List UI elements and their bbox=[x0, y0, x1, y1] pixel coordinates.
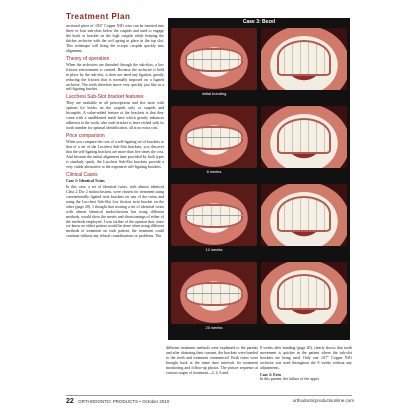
case1-continued-paragraph: different treatment methods were explained to the parents and after obtaining their consent, the brackets were bonded to the teeth and treatment commenced. Both twins were brought back at the same time intervals for treatment monitoring and follow-up photos. The picture sequence at various stages of treatment—2, 4, 6 and bbox=[166, 346, 258, 375]
case1-title: Case 1: Identical Twins bbox=[66, 178, 105, 183]
case1-results-paragraph: 8 weeks after bonding (page 20), clearly shows that tooth movement is quicker in the patient where the sub-slot brackets are being used. Only one .017" Copper NiTi archwire was used throughout the 8 weeks without any adjustments. bbox=[260, 346, 352, 370]
photo-label: 20 weeks bbox=[205, 325, 223, 330]
case-photo-figure bbox=[168, 18, 350, 340]
heading-price: Price comparison bbox=[66, 133, 105, 140]
heading-theory: Theory of operation bbox=[66, 55, 110, 62]
theory-paragraph: When the archwires are threaded through the sub-slots, a low friction environment is created. Because the archwire is held in place by the sub-slot, it does not need any ligation, greatly reducing the friction that is normally imposed on a ligated archwire. The teeth therefore move very quickly just like in a self-ligating bracket. bbox=[66, 62, 164, 92]
intro-paragraph: sectional piece of .016" Copper NiTi wire can be inserted into three or four sub-slots below the cuspids and used to engage the hook or bracket on the high cuspids while keeping the thicker archwire with the coil spring in place in the top slot. This technique will bring the ectopic cuspids quickly into alignment. bbox=[66, 24, 164, 53]
intraoral-photo-frontal bbox=[171, 106, 257, 168]
photo-row-20-weeks bbox=[171, 262, 347, 332]
case2-title: Case 2: Erin bbox=[260, 372, 281, 377]
figure-title: Case 3: Bezel bbox=[242, 19, 276, 25]
intraoral-photo-occlusal bbox=[261, 106, 347, 168]
photo-label: Initial bonding bbox=[201, 91, 227, 96]
photo-label: 12 weeks bbox=[205, 247, 223, 252]
intraoral-photo-occlusal bbox=[261, 184, 347, 246]
photo-row-8-weeks bbox=[171, 106, 347, 176]
photo-row-12-weeks bbox=[171, 184, 347, 254]
price-paragraph: When you compare the cost of a self-ligating set of brackets to that of a set of the Lucchesi Sub-Slot brackets, you discover that the self-ligating brackets are more than five times the cost. And because the initial alignment time provided by both types is similarly quick, the Lucchesi Sub-Slot brackets provide a very viable alternative to the expensive self-ligating brackets. bbox=[66, 140, 164, 169]
case2-paragraph: In this patient, the failure of the upper bbox=[260, 377, 319, 382]
footer-website: orthodonticproductsonline.com bbox=[292, 398, 354, 403]
bottom-column-middle bbox=[166, 346, 258, 377]
photo-label: 8 weeks bbox=[206, 169, 222, 174]
photo-row-initial bbox=[171, 28, 347, 98]
intraoral-photo-occlusal bbox=[261, 28, 347, 90]
features-paragraph: They are available in all prescriptions and slot sizes with options for hooks on the cuspids only or cuspids and bicuspids. A value-added feature of the brackets is that they come with a sandblasted mesh base which greatly enhances adhesion to the tooth, also each bracket is laser etched with its tooth number for optimal identification, all at no extra cost. bbox=[66, 101, 164, 131]
case1-paragraph: In this case, a set of identical twins, with almost identical Class 2 Div 2 malocclusions, were chosen for treatment using conventionally ligated twin brackets on one of the twins and using the Lucchesi Sub-Slot low friction twin bracket on the other (page 20). I thought that treating a set of identical twins with almost identical malocclusions but using different methods, would show the merits and shortcomings of either of the methods employed. I was further of the opinion that, since we know no either patient would be done when using different methods of treatment on each patient, the treatment could continue without any ethical considerations or problems. The bbox=[66, 184, 164, 239]
intraoral-photo-frontal bbox=[171, 28, 257, 90]
heading-bracket-features: Lucchesi Sub-Slot bracket features bbox=[66, 94, 144, 101]
bottom-column-right bbox=[260, 346, 352, 384]
publication-name: ORTHODONTIC PRODUCTS bbox=[78, 399, 138, 404]
left-column bbox=[66, 24, 164, 392]
intraoral-photo-frontal bbox=[171, 262, 257, 324]
heading-clinical-cases: Clinical Cases bbox=[66, 171, 98, 178]
issue-date: October 2010 bbox=[142, 399, 170, 404]
section-header: Treatment Plan bbox=[66, 12, 131, 21]
footer-left: 22 ORTHODONTIC PRODUCTS • October 2010 bbox=[66, 398, 170, 405]
page-number: 22 bbox=[66, 398, 74, 405]
intraoral-photo-frontal bbox=[171, 184, 257, 246]
footer-rule bbox=[66, 395, 352, 396]
intraoral-photo-occlusal bbox=[261, 262, 347, 324]
